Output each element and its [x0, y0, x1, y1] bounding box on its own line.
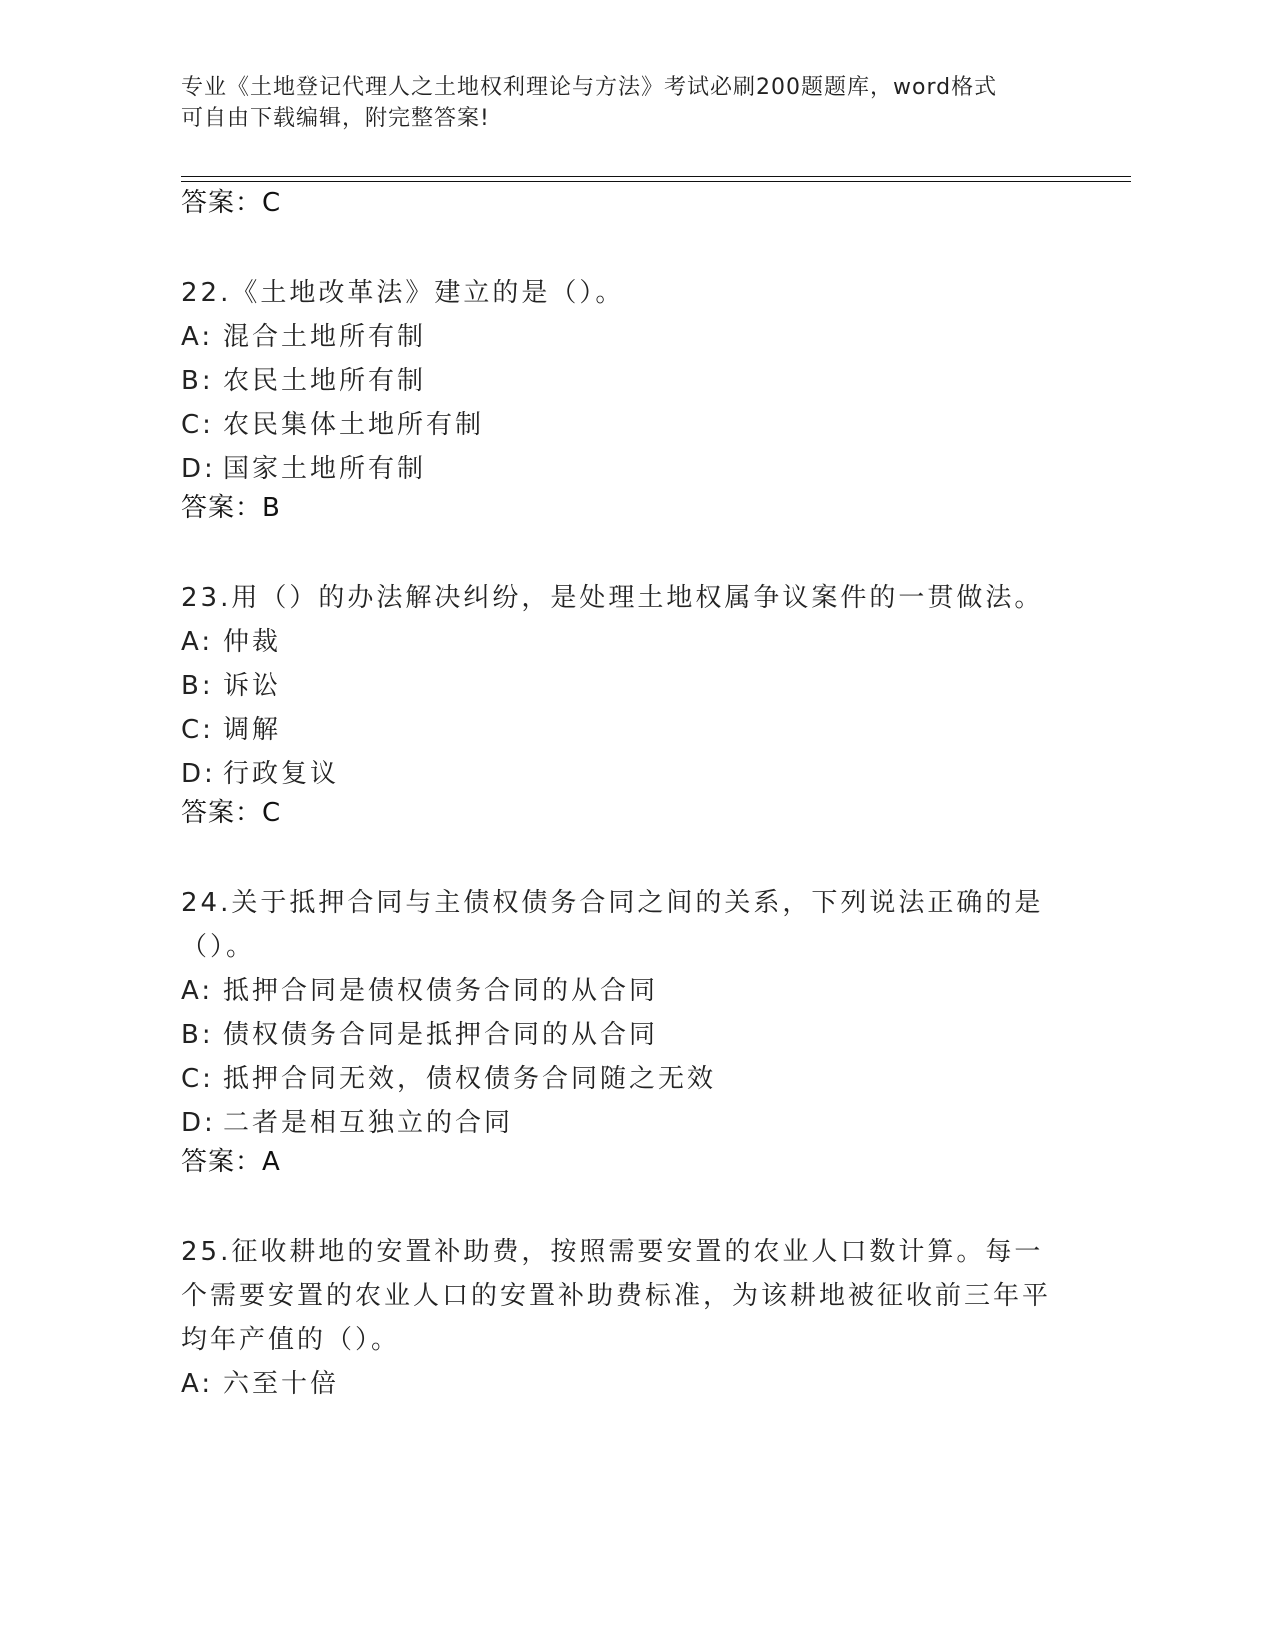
option-c: C: 抵押合同无效，债权债务合同随之无效	[181, 1064, 717, 1094]
option-d: D: 二者是相互独立的合同	[181, 1108, 514, 1138]
question-stem: 23.用（）的办法解决纠纷，是处理土地权属争议案件的一贯做法。	[181, 583, 1044, 613]
question-list	[181, 186, 1061, 1406]
document-header	[181, 72, 1061, 134]
answer-line: 答案：C	[181, 798, 282, 828]
question-23	[181, 576, 1061, 830]
header-line-2: 可自由下载编辑，附完整答案!	[181, 106, 490, 131]
option-a: A: 混合土地所有制	[181, 322, 427, 352]
question-22	[181, 271, 1061, 525]
option-b: B: 诉讼	[181, 671, 282, 701]
option-c: C: 农民集体土地所有制	[181, 410, 485, 440]
answer-line: 答案：A	[181, 1147, 281, 1177]
question-stem: 24.关于抵押合同与主债权债务合同之间的关系，下列说法正确的是（）。	[181, 888, 1044, 962]
answer-line: 答案：C	[181, 188, 282, 218]
question-stem: 25.征收耕地的安置补助费，按照需要安置的农业人口数计算。每一个需要安置的农业人口的安置补助费标准，为该耕地被征收前三年平均年产值的（）。	[181, 1237, 1052, 1355]
header-rule-top	[181, 176, 1131, 177]
question-25	[181, 1230, 1061, 1406]
question-stem: 22.《土地改革法》建立的是（）。	[181, 278, 625, 308]
option-d: D: 行政复议	[181, 759, 340, 789]
option-b: B: 农民土地所有制	[181, 366, 427, 396]
option-c: C: 调解	[181, 715, 282, 745]
option-b: B: 债权债务合同是抵押合同的从合同	[181, 1020, 659, 1050]
option-a: A: 仲裁	[181, 627, 282, 657]
header-rule-bottom	[181, 181, 1131, 182]
question-24	[181, 881, 1061, 1179]
answer-line: 答案：B	[181, 493, 281, 523]
option-a: A: 抵押合同是债权债务合同的从合同	[181, 976, 659, 1006]
option-a: A: 六至十倍	[181, 1369, 340, 1399]
option-d: D: 国家土地所有制	[181, 454, 427, 484]
header-line-1: 专业《土地登记代理人之土地权利理论与方法》考试必刷200题题库，word格式	[181, 75, 998, 100]
